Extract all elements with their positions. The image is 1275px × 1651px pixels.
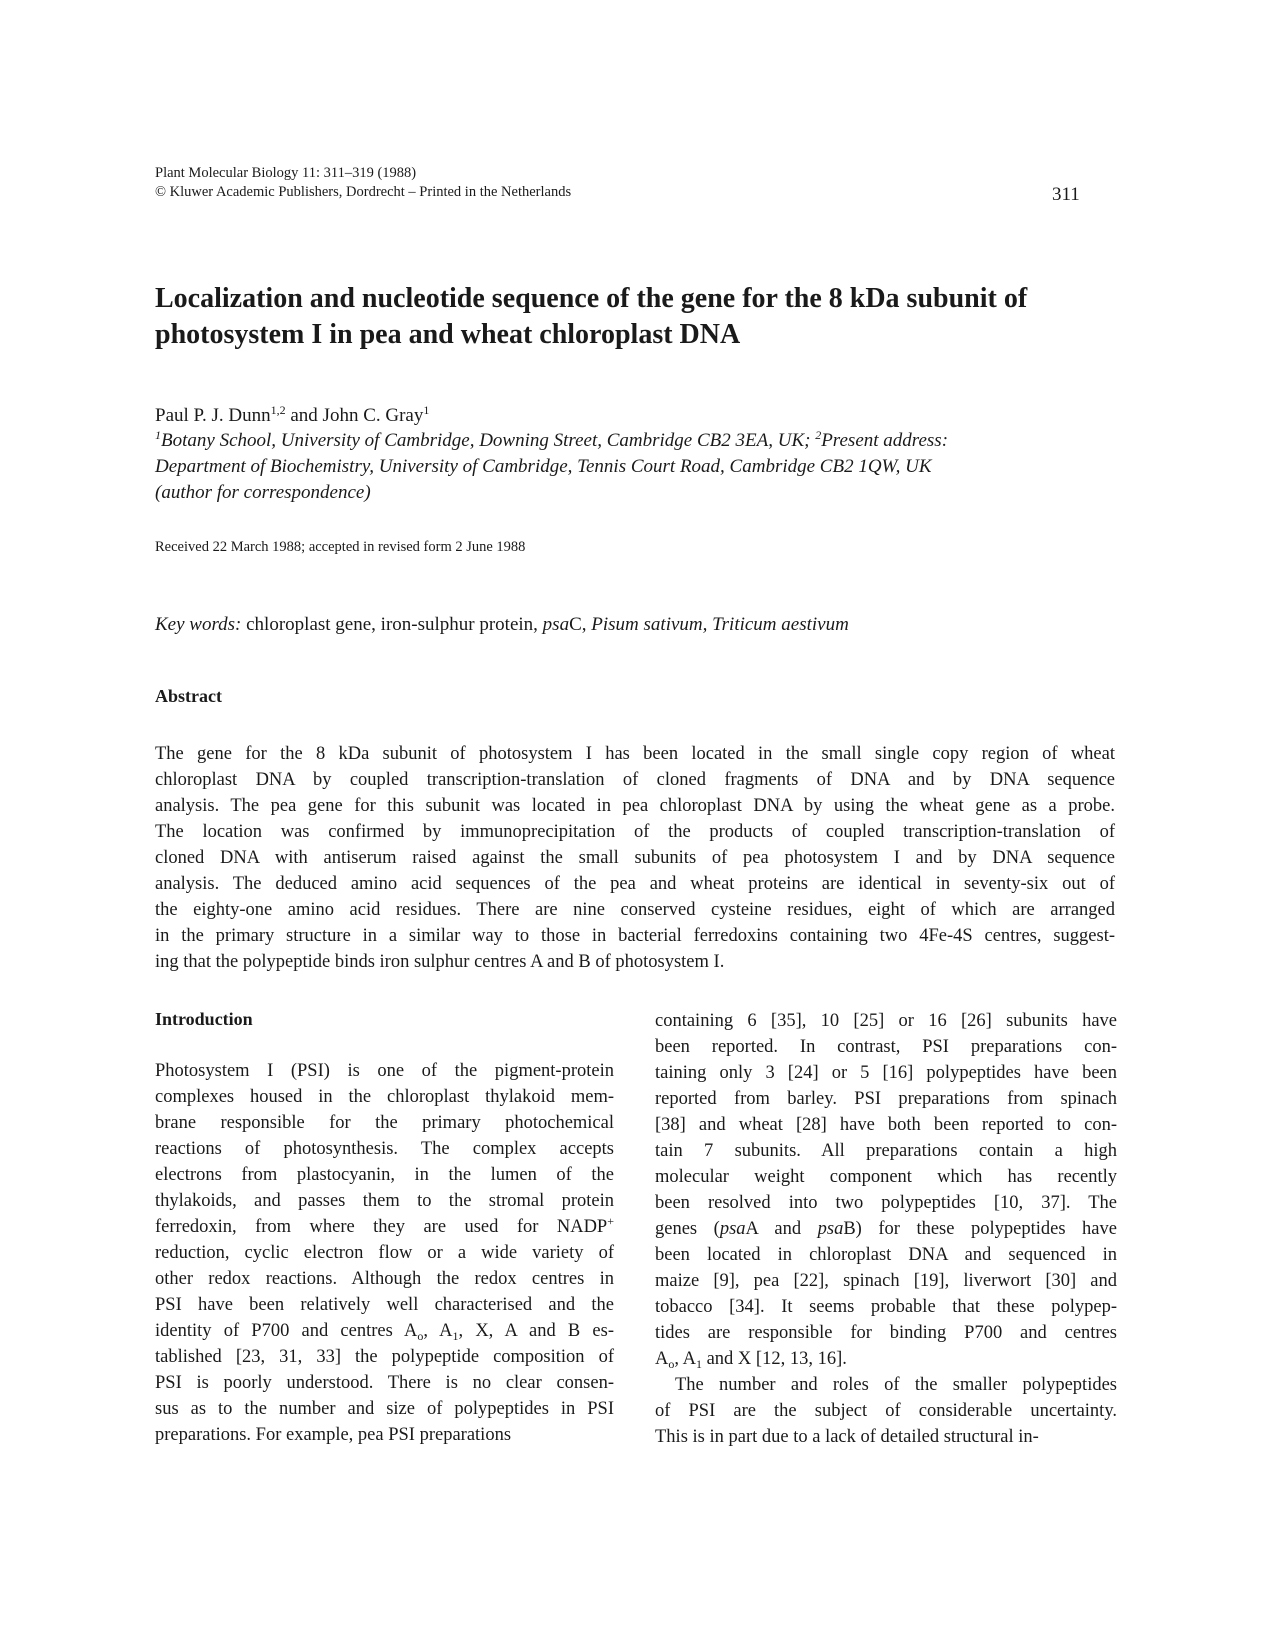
- journal-line-2: © Kluwer Academic Publishers, Dordrecht – Printed in the Netherlands: [155, 184, 572, 200]
- paper-title: [155, 281, 1115, 353]
- subscript: o: [668, 1357, 675, 1371]
- text-line: PSI have been relatively well characterised and the: [155, 1295, 614, 1315]
- abstract-line: analysis. The pea gene for this subunit was located in pea chloroplast DNA by using the wheat gene as a probe.: [155, 796, 1115, 816]
- text-line: This is in part due to a lack of detailed structural in-: [655, 1427, 1039, 1447]
- text-line: taining only 3 [24] or 5 [16] polypeptides have been: [655, 1063, 1117, 1083]
- title-line-2: photosystem I in pea and wheat chloroplast DNA: [155, 319, 741, 350]
- affil-sup-1: 1: [155, 428, 161, 442]
- text-line: preparations. For example, pea PSI preparations: [155, 1425, 512, 1445]
- text-span: A and: [745, 1219, 818, 1239]
- affiliations: [155, 428, 1095, 506]
- text-line: been reported. In contrast, PSI preparations con-: [655, 1037, 1117, 1057]
- text-span: A: [655, 1349, 669, 1369]
- keyword-psac-rest: C,: [569, 614, 592, 635]
- journal-line-1: Plant Molecular Biology 11: 311–319 (1988): [155, 165, 417, 181]
- abstract-line: cloned DNA with antiserum raised against the small subunits of pea photosystem I and by DNA sequence: [155, 848, 1115, 868]
- page-number: 311: [1052, 184, 1080, 205]
- gene-italic: psa: [817, 1219, 844, 1239]
- affiliation-line-3: (author for correspondence): [155, 482, 371, 503]
- text-line: electrons from plastocyanin, in the lumen of the: [155, 1165, 614, 1185]
- affil-botany: Botany School, University of Cambridge, Downing Street, Cambridge CB2 3EA, UK;: [161, 430, 816, 451]
- text-line: molecular weight component which has recently: [655, 1167, 1117, 1187]
- author-gray: John C. Gray: [322, 405, 424, 426]
- abstract-line: The gene for the 8 kDa subunit of photosystem I has been located in the small single copy region of wheat: [155, 744, 1115, 764]
- keywords-label: Key words:: [155, 614, 242, 635]
- abstract-heading: Abstract: [155, 686, 222, 706]
- abstract-line: analysis. The deduced amino acid sequences of the pea and wheat proteins are identical in seventy-six out of: [155, 874, 1115, 894]
- text-line: reduction, cyclic electron flow or a wide variety of: [155, 1243, 614, 1263]
- affil-present: Present address:: [821, 430, 949, 451]
- text-line: reported from barley. PSI preparations from spinach: [655, 1089, 1117, 1109]
- journal-citation: [155, 164, 715, 202]
- keywords: [155, 614, 849, 636]
- introduction-column-2: [655, 1008, 1117, 1450]
- text-span: ferredoxin, from where they are used for NADP: [155, 1217, 608, 1237]
- abstract-line: in the primary structure in a similar way to those in bacterial ferredoxins containing two 4Fe-4S centres, suggest-: [155, 926, 1115, 946]
- author-dunn: Paul P. J. Dunn: [155, 405, 271, 426]
- text-line: [155, 1214, 614, 1240]
- text-line: tides are responsible for binding P700 and centres: [655, 1323, 1117, 1343]
- keyword-pisum: Pisum sativum,: [591, 614, 708, 635]
- subscript: o: [417, 1329, 424, 1343]
- text-line: containing 6 [35], 10 [25] or 16 [26] subunits have: [655, 1011, 1117, 1031]
- text-line: sus as to the number and size of polypeptides in PSI: [155, 1399, 614, 1419]
- introduction-heading: Introduction: [155, 1009, 253, 1029]
- abstract-body: [155, 741, 1115, 975]
- affil-sup-2: 2: [815, 428, 822, 442]
- text-line: other redox reactions. Although the redox centres in: [155, 1269, 614, 1289]
- text-line: thylakoids, and passes them to the stromal protein: [155, 1191, 614, 1211]
- abstract-line: chloroplast DNA by coupled transcription-translation of cloned fragments of DNA and by DNA sequence: [155, 770, 1115, 790]
- text-line: The number and roles of the smaller polypeptides: [675, 1375, 1117, 1395]
- text-line: PSI is poorly understood. There is no clear consen-: [155, 1373, 614, 1393]
- affiliation-line-1: [155, 428, 1095, 454]
- title-line-1: Localization and nucleotide sequence of the gene for the 8 kDa subunit of: [155, 283, 1028, 314]
- text-span: and X [12, 13, 16].: [701, 1349, 847, 1369]
- text-line: tobacco [34]. It seems probable that these polypep-: [655, 1297, 1117, 1317]
- text-line: complexes housed in the chloroplast thylakoid mem-: [155, 1087, 614, 1107]
- text-line: been resolved into two polypeptides [10, 37]. The: [655, 1193, 1117, 1213]
- text-span: genes (: [655, 1219, 720, 1239]
- text-span: , A: [674, 1349, 696, 1369]
- text-line: [655, 1346, 1117, 1372]
- text-line: of PSI are the subject of considerable uncertainty.: [655, 1401, 1117, 1421]
- keywords-text: chloroplast gene, iron-sulphur protein,: [241, 614, 543, 635]
- text-line: [155, 1318, 614, 1344]
- keyword-psa: psa: [542, 614, 570, 635]
- abstract-line: ing that the polypeptide binds iron sulphur centres A and B of photosystem I.: [155, 952, 725, 972]
- author-list: [155, 405, 429, 427]
- affiliation-line-2: Department of Biochemistry, University of Cambridge, Tennis Court Road, Cambridge CB2 1QW, UK: [155, 456, 932, 477]
- text-line: tain 7 subunits. All preparations contain a high: [655, 1141, 1117, 1161]
- text-span: , A: [423, 1321, 453, 1341]
- gene-italic: psa: [719, 1219, 746, 1239]
- text-line: reactions of photosynthesis. The complex accepts: [155, 1139, 614, 1159]
- abstract-line: the eighty-one amino acid residues. There are nine conserved cysteine residues, eight of which are arranged: [155, 900, 1115, 920]
- keyword-triticum: Triticum aestivum: [712, 614, 849, 635]
- text-span: identity of P700 and centres A: [155, 1321, 418, 1341]
- introduction-column-1: [155, 1058, 614, 1448]
- text-line: [38] and wheat [28] have both been reported to con-: [655, 1115, 1117, 1135]
- author-conjunction: and: [285, 405, 323, 426]
- subscript: 1: [695, 1357, 702, 1371]
- received-dates: Received 22 March 1988; accepted in revised form 2 June 1988: [155, 539, 526, 555]
- author-gray-affil: 1: [423, 403, 430, 417]
- subscript: 1: [452, 1329, 459, 1343]
- author-dunn-affil: 1,2: [270, 403, 286, 417]
- text-line: tablished [23, 31, 33] the polypeptide composition of: [155, 1347, 614, 1367]
- abstract-line: The location was confirmed by immunoprecipitation of the products of coupled transcription-translation of: [155, 822, 1115, 842]
- text-line: been located in chloroplast DNA and sequenced in: [655, 1245, 1117, 1265]
- text-span: , X, A and B es-: [458, 1321, 614, 1341]
- superscript: +: [607, 1214, 614, 1228]
- text-span: B) for these polypeptides have: [843, 1219, 1117, 1239]
- text-line: brane responsible for the primary photochemical: [155, 1113, 614, 1133]
- text-line: maize [9], pea [22], spinach [19], liverwort [30] and: [655, 1271, 1117, 1291]
- text-line: Photosystem I (PSI) is one of the pigment-protein: [155, 1061, 614, 1081]
- text-line: [655, 1216, 1117, 1242]
